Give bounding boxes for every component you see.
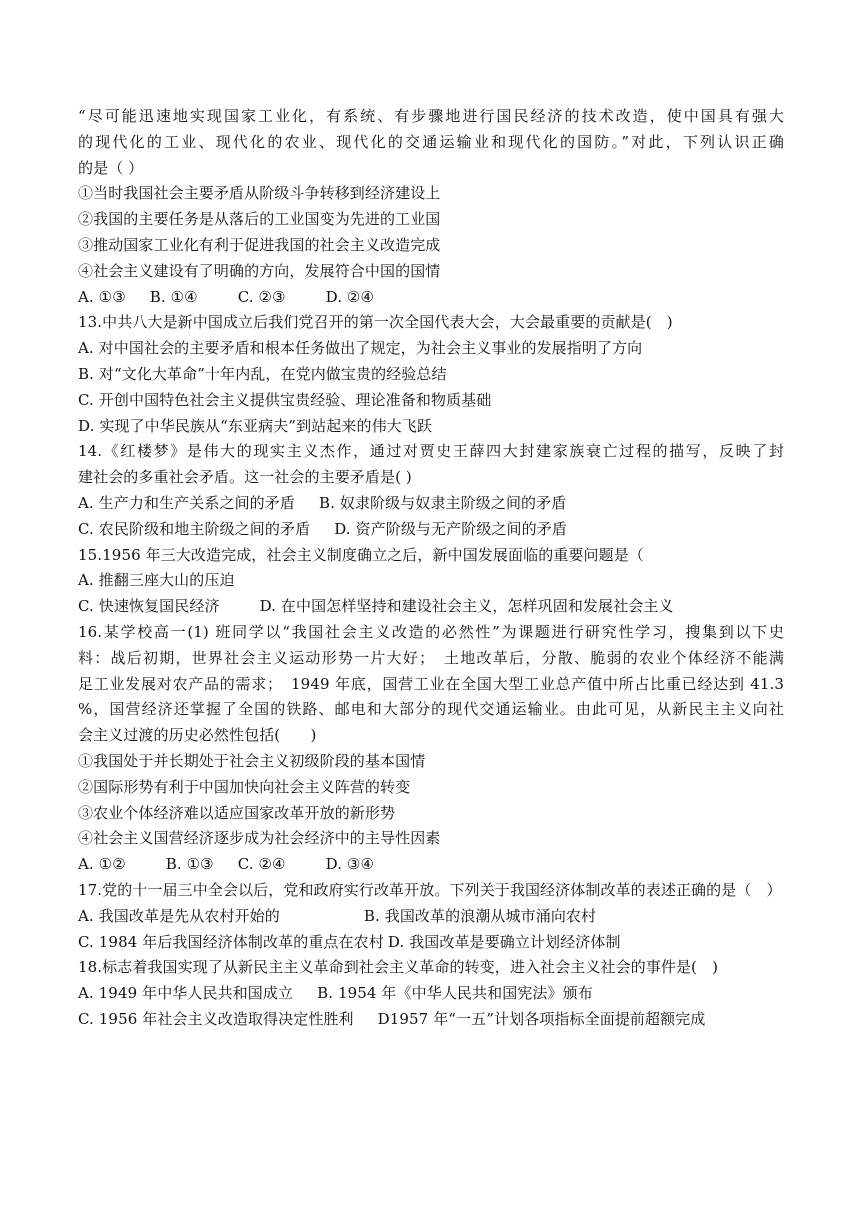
option-c: C. 开创中国特色社会主义提供宝贵经验、理论准备和物质基础 (78, 390, 492, 409)
question-stem: 会主义过渡的历史必然性包括( ) (78, 726, 317, 745)
option-b: B. 我国改革的浪潮从城市涌向农村 (363, 906, 597, 925)
option-d: D. ③④ (325, 855, 375, 874)
option-c: C. 1956 年社会主义改造取得决定性胜利 (78, 1009, 354, 1028)
question-17 (78, 878, 784, 955)
stem-line: 的现代化的工业、现代化的农业、现代化的交通运输业和现代化的国防。”对此，下列认识正确 (78, 132, 784, 151)
question-stem: 18.标志着我国实现了从新民主主义革命到社会主义革命的转变，进入社会主义社会的事件是( ) (78, 958, 719, 977)
options-row (78, 930, 784, 956)
question-stem: 15.1956 年三大改造完成，社会主义制度确立之后，新中国发展面临的重要问题是（ (78, 545, 644, 564)
question-stem: 14.《红楼梦》是伟大的现实主义杰作，通过对贾史王薛四大封建家族衰亡过程的描写，反映了封 (78, 442, 784, 461)
statement: ④社会主义建设有了明确的方向，发展符合中国的国情 (78, 261, 441, 280)
question-18 (78, 955, 784, 1032)
option-b: B. 1954 年《中华人民共和国宪法》颁布 (317, 984, 593, 1003)
options-row (78, 285, 784, 311)
option-c: C. 农民阶级和地主阶级之间的矛盾 (78, 519, 311, 538)
statement: ③推动国家工业化有利于促进我国的社会主义改造完成 (78, 235, 441, 254)
question-13 (78, 310, 784, 439)
stem-line: “尽可能迅速地实现国家工业化，有系统、有步骤地进行国民经济的技术改造，使中国具有强大 (78, 107, 784, 125)
question-stem: %，国营经济还掌握了全国的铁路、邮电和大部分的现代交通运输业。由此可见，从新民主主义向社 (78, 700, 784, 719)
options-row (78, 1007, 784, 1033)
question-stem: 17.党的十一届三中全会以后，党和政府实行改革开放。下列关于我国经济体制改革的表述正确的是（ ） (78, 880, 782, 899)
option-d: D. 资产阶级与无产阶级之间的矛盾 (334, 519, 567, 538)
option-b: B. 奴隶阶级与奴隶主阶级之间的矛盾 (318, 493, 567, 512)
question-16 (78, 620, 784, 878)
question-stem: 13.中共八大是新中国成立后我们党召开的第一次全国代表大会，大会最重要的贡献是( ) (78, 313, 673, 332)
option-a: A. 生产力和生产关系之间的矛盾 (78, 493, 295, 512)
question-stem: 料：战后初期，世界社会主义运动形势一片大好； 土地改革后，分散、脆弱的农业个体经济不能满 (78, 648, 784, 667)
options-row (78, 594, 784, 620)
stem-line: 的是（ ） (78, 158, 144, 177)
option-a: A. 1949 年中华人民共和国成立 (78, 984, 294, 1003)
option-d: D. ②④ (325, 287, 375, 306)
option-d: D1957 年“一五”计划各项指标全面提前超额完成 (377, 1009, 706, 1028)
statement: ①我国处于并长期处于社会主义初级阶段的基本国情 (78, 751, 426, 770)
option-b: B. 对“文化大革命”十年内乱，在党内做宝贵的经验总结 (78, 364, 447, 383)
options-row (78, 491, 784, 517)
statement: ②我国的主要任务是从落后的工业国变为先进的工业国 (78, 210, 441, 229)
option-c: C. 快速恢复国民经济 (78, 597, 220, 616)
options-row (78, 852, 784, 878)
option-c: C. 1984 年后我国经济体制改革的重点在农村 (78, 932, 384, 951)
options-row (78, 904, 784, 930)
option-b: B. ①③ (165, 855, 214, 874)
question-stem: 16.某学校高一(1) 班同学以“我国社会主义改造的必然性”为课题进行研究性学习，搜集到以下史 (78, 622, 784, 641)
statement: ④社会主义国营经济逐步成为社会经济中的主导性因素 (78, 829, 441, 848)
option-a: A. 对中国社会的主要矛盾和根本任务做出了规定，为社会主义事业的发展指明了方向 (78, 339, 643, 358)
option-d: D. 我国改革是要确立计划经济体制 (387, 932, 621, 951)
option-a: A. ①② (78, 855, 126, 874)
options-row (78, 517, 784, 543)
statement: ①当时我国社会主要矛盾从阶级斗争转移到经济建设上 (78, 184, 441, 203)
option-c: C. ②④ (237, 855, 286, 874)
question-stem: 建社会的多重社会矛盾。这一社会的主要矛盾是( ) (78, 468, 412, 487)
option-d: D. 实现了中华民族从“东亚病夫”到站起来的伟大飞跃 (78, 416, 432, 435)
options-row (78, 981, 784, 1007)
option-d: D. 在中国怎样坚持和建设社会主义，怎样巩固和发展社会主义 (259, 597, 674, 616)
question-14 (78, 439, 784, 542)
statement: ③农业个体经济难以适应国家改革开放的新形势 (78, 803, 396, 822)
statement: ②国际形势有利于中国加快向社会主义阵营的转变 (78, 777, 411, 796)
option-a: A. 我国改革是先从农村开始的 (78, 906, 280, 925)
option-a: A. 推翻三座大山的压迫 (78, 571, 235, 590)
option-b: B. ①④ (149, 287, 198, 306)
option-c: C. ②③ (237, 287, 286, 306)
question-stem: 足工业发展对农产品的需求； 1949 年底，国营工业在全国大型工业总产值中所占比重已经达到 41.3 (78, 674, 784, 693)
option-a: A. ①③ (78, 287, 126, 306)
question-15 (78, 543, 784, 620)
question-intro (78, 104, 784, 310)
